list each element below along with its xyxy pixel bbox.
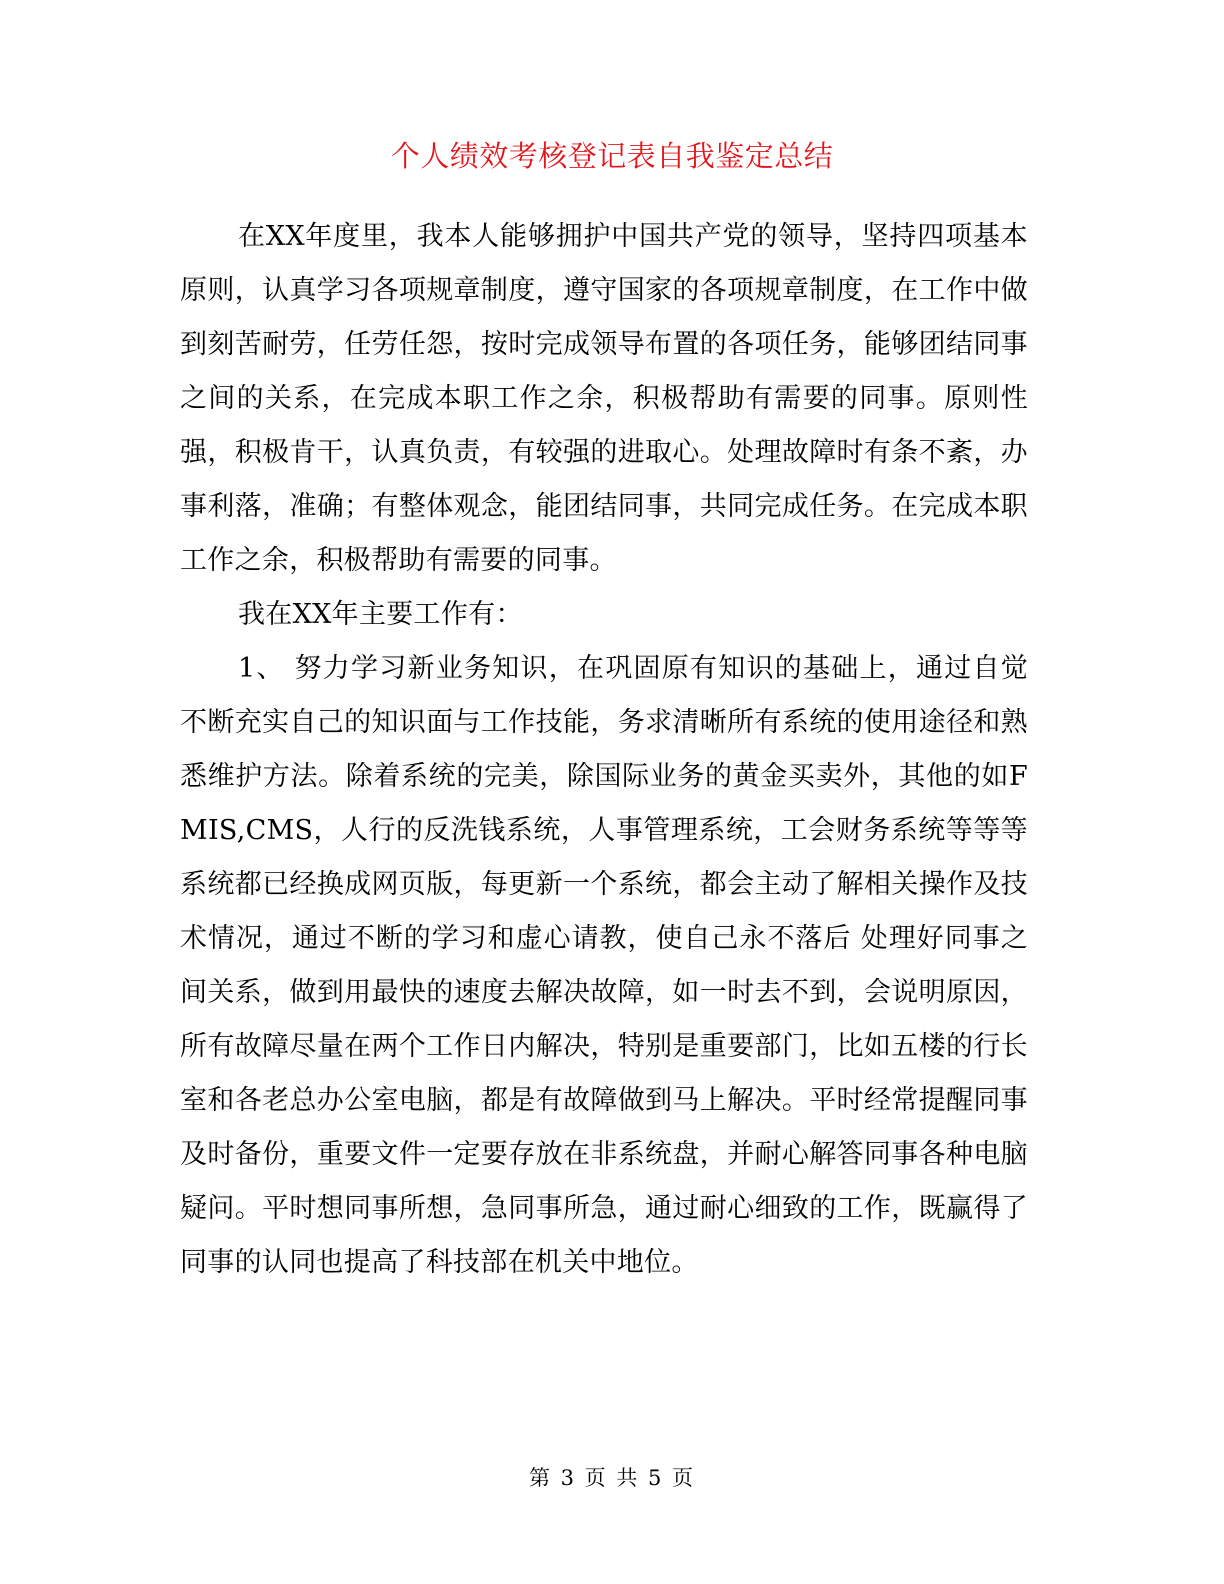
- document-body: [180, 210, 1028, 1290]
- paragraph-main-work-heading: 我在XX年主要工作有：: [238, 599, 523, 630]
- paragraph-intro: 在XX年度里，我本人能够拥护中国共产党的领导，坚持四项基本原则，认真学习各项规章制度，遵守国家的各项规章制度，在工作中做到刻苦耐劳，任劳任怨，按时完成领导布置的各项任务，能够团结同事之间的关系，在完成本职工作之余，积极帮助有需要的同事。原则性强，积极肯干，认真负责，有较强的进取心。处理故障时有条不紊，办事利落，准确；有整体观念，能团结同事，共同完成任务。在完成本职工作之余，积极帮助有需要的同事。: [180, 221, 1028, 576]
- paragraph-work-item-1: 1、 努力学习新业务知识，在巩固原有知识的基础上，通过自觉不断充实自己的知识面与工作技能，务求清晰所有系统的使用途径和熟悉维护方法。除着系统的完美，除国际业务的黄金买卖外，其他的如FMIS,CMS，人行的反洗钱系统，人事管理系统，工会财务系统等等等系统都已经换成网页版，每更新一个系统，都会主动了解相关操作及技术情况，通过不断的学习和虚心请教，使自己永不落后 处理好同事之间关系，做到用最快的速度去解决故障，如一时去不到，会说明原因，所有故障尽量在两个工作日内解决，特别是重要部门，比如五楼的行长室和各老总办公室电脑，都是有故障做到马上解决。平时经常提醒同事及时备份，重要文件一定要存放在非系统盘，并耐心解答同事各种电脑疑问。平时想同事所想，急同事所急，通过耐心细致的工作，既赢得了同事的认同也提高了科技部在机关中地位。: [180, 653, 1028, 1278]
- page-number-footer: 第 3 页 共 5 页: [528, 1466, 696, 1490]
- document-title: 个人绩效考核登记表自我鉴定总结: [390, 139, 834, 173]
